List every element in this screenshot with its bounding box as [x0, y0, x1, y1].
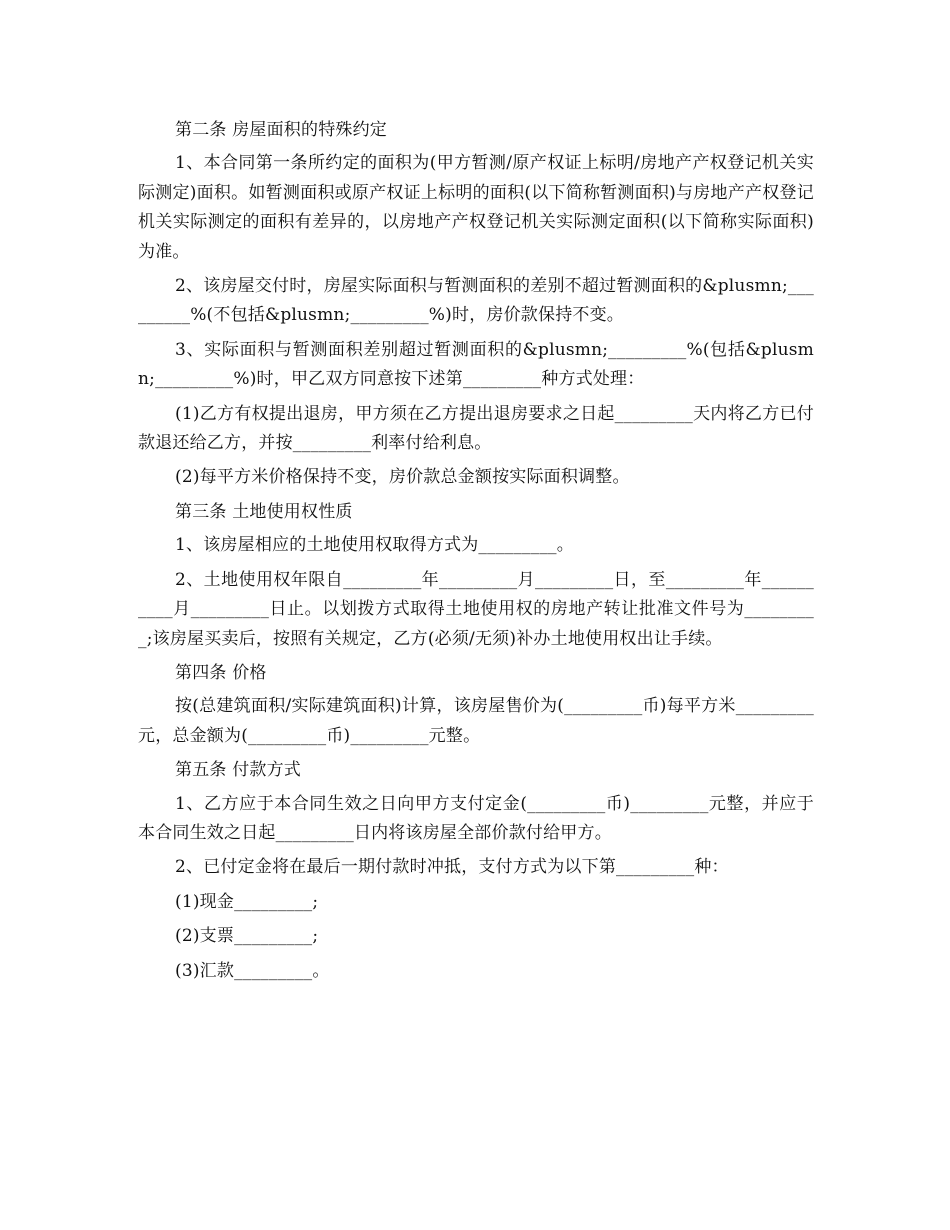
payment-option-remittance: (3)汇款_________。 — [175, 960, 330, 981]
payment-option-cash: (1)现金_________; — [175, 891, 319, 912]
article-4-heading: 第四条 价格 — [175, 662, 267, 683]
payment-option-check: (2)支票_________; — [175, 926, 319, 947]
article-4-price: 按(总建筑面积/实际建筑面积)计算，该房屋售价为(_________币)每平方米_________元，总金额为(_________币)_________元整。 — [138, 696, 814, 746]
article-2-clause-3: 3、实际面积与暂测面积差别超过暂测面积的&plusmn;_________%(包括&plusmn;_________%)时，甲乙双方同意按下述第_________种方式处理： — [138, 339, 814, 390]
article-3-heading: 第三条 土地使用权性质 — [175, 501, 353, 522]
article-3-clause-1: 1、该房屋相应的土地使用权取得方式为_________。 — [175, 535, 574, 556]
article-2-clause-2: 2、该房屋交付时，房屋实际面积与暂测面积的差别不超过暂测面积的&plusmn;_________%(不包括&plusmn;_________%)时，房价款保持不变。 — [138, 276, 814, 326]
article-5-heading: 第五条 付款方式 — [175, 760, 302, 781]
article-5-clause-1: 1、乙方应于本合同生效之日向甲方支付定金(_________币)_________元整，并应于本合同生效之日起_________日内将该房屋全部价款付给甲方。 — [138, 793, 814, 843]
article-2-clause-1: 1、本合同第一条所约定的面积为(甲方暂测/原产权证上标明/房地产产权登记机关实际测定)面积。如暂测面积或原产权证上标明的面积(以下简称暂测面积)与房地产产权登记机关实际测定的面积有差异的，以房地产产权登记机关实际测定面积(以下简称实际面积)为准。 — [138, 153, 814, 262]
article-2-option-1: (1)乙方有权提出退房，甲方须在乙方提出退房要求之日起_________天内将乙方已付款退还给乙方，并按_________利率付给利息。 — [138, 403, 814, 454]
article-2-option-2: (2)每平方米价格保持不变，房价款总金额按实际面积调整。 — [175, 467, 630, 488]
article-2-heading: 第二条 房屋面积的特殊约定 — [175, 120, 388, 140]
contract-body — [138, 116, 814, 991]
article-3-clause-2: 2、土地使用权年限自_________年_________月_________日，至_________年__________月_________日止。以划拨方式取得土地使用权的房地产转让批准文件号为_________;该房屋买卖后，按照有关规定，乙方(必须/无须)补办土地使用权出让手续。 — [138, 569, 814, 649]
article-5-clause-2: 2、已付定金将在最后一期付款时冲抵，支付方式为以下第_________种： — [175, 857, 729, 878]
